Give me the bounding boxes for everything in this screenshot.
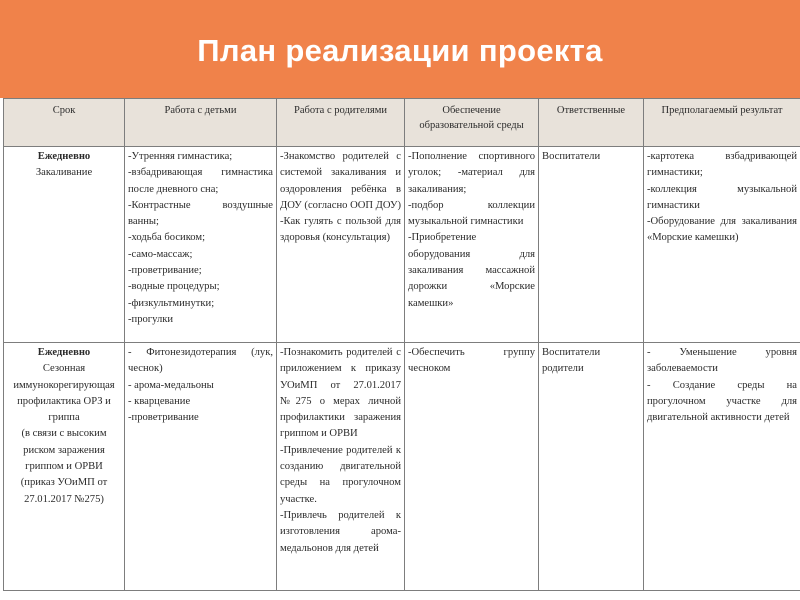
title-bar [0,0,800,98]
cell-line: - кварцевание [128,395,191,407]
header-srok: Срок [4,99,125,147]
cell-line: -водные процедуры; [128,281,220,293]
header-sreda: Обеспечение образовательной среды [405,99,539,147]
cell-line: Ежедневно [37,347,91,358]
cell-line: -проветривание; [128,265,202,277]
cell-line: -само-массаж; [128,248,193,260]
cell-line: -коллекция музыкальной гимнастики [647,183,797,211]
cell-otvetstvennye [539,343,644,591]
cell-line: -Утренняя гимнастика; [128,151,233,162]
cell-line: Сезонная иммунокорегирующая профилактика ОРЗ и гриппа [13,363,115,424]
cell-line: -Приобретение оборудования для закаливания массажной дорожки «Морские камешки» [408,232,535,309]
cell-line: Ежедневно [37,151,91,162]
table-row [4,343,800,591]
cell-line: -Как гулять с пользой для здоровья (консультация) [280,216,401,244]
cell-srok [4,343,125,591]
cell-line: -физкультминутки; [128,297,215,309]
table-row [4,147,800,343]
cell-line: -Знакомство родителей с системой закаливания и оздоровления ребёнка в ДОУ (согласно ООП ДОУ) [280,151,401,211]
header-deti: Работа с детьми [125,99,277,147]
cell-line: -Познакомить родителей с приложением к приказу УОиМП от 27.01.2017 №275 о мерах личной профилактики заражения гриппом и ОРВИ [280,347,401,440]
cell-line: -подбор коллекции музыкальной гимнастики [408,199,535,228]
cell-line: -ходьба босиком; [128,232,206,244]
plan-table-container [3,98,800,600]
cell-line: -Привлечь родителей к изготовления арома-медальонов для детей [280,509,401,554]
cell-roditeli [277,147,405,343]
cell-line: -Привлечение родителей к созданию двигательной среды на прогулочном участке. [280,444,401,505]
cell-roditeli [277,343,405,591]
cell-line: Воспитатели [542,347,601,358]
header-rezultat: Предполагаемый результат [644,99,800,147]
page-title: План реализации проекта [197,33,603,68]
cell-line: -Пополнение спортивного уголок; -материал для закаливания; [408,151,535,195]
cell-line: (приказ УОиМП от 27.01.2017 №275) [20,477,108,505]
cell-rezultat [644,343,800,591]
cell-line: -прогулки [128,313,174,325]
cell-line: - Создание среды на прогулочном участке для двигательной активности детей [647,379,797,424]
cell-line: -Оборудование для закаливания «Морские камешки) [647,216,797,244]
cell-line: -Контрастные воздушные ванны; [128,199,273,228]
cell-line: -взбадривающая гимнастика после дневного сна; [128,167,273,195]
cell-line: Закаливание [35,167,93,179]
cell-line: -проветривание [128,412,199,424]
cell-line: - Фитонезидотерапия (лук, чеснок) [128,347,273,375]
cell-rezultat [644,147,800,343]
table-header-row [4,99,800,147]
header-otvetstvennye: Ответственные [539,99,644,147]
cell-line: (в связи с высоким риском заражения гриппом и ОРВИ [21,428,107,473]
cell-sreda [405,343,539,591]
cell-line: - арома-медальоны [128,379,214,391]
cell-line: - Уменьшение уровня заболеваемости [647,347,797,375]
cell-line: -Обеспечить группу чесноком [408,347,535,375]
cell-line: -картотека взбадривающей гимнастики; [647,151,797,179]
cell-deti [125,147,277,343]
cell-line: Воспитатели [542,151,601,162]
cell-line: родители [542,363,584,375]
cell-deti [125,343,277,591]
cell-srok [4,147,125,343]
cell-sreda [405,147,539,343]
cell-otvetstvennye [539,147,644,343]
header-roditeli: Работа с родителями [277,99,405,147]
plan-table [3,98,800,591]
